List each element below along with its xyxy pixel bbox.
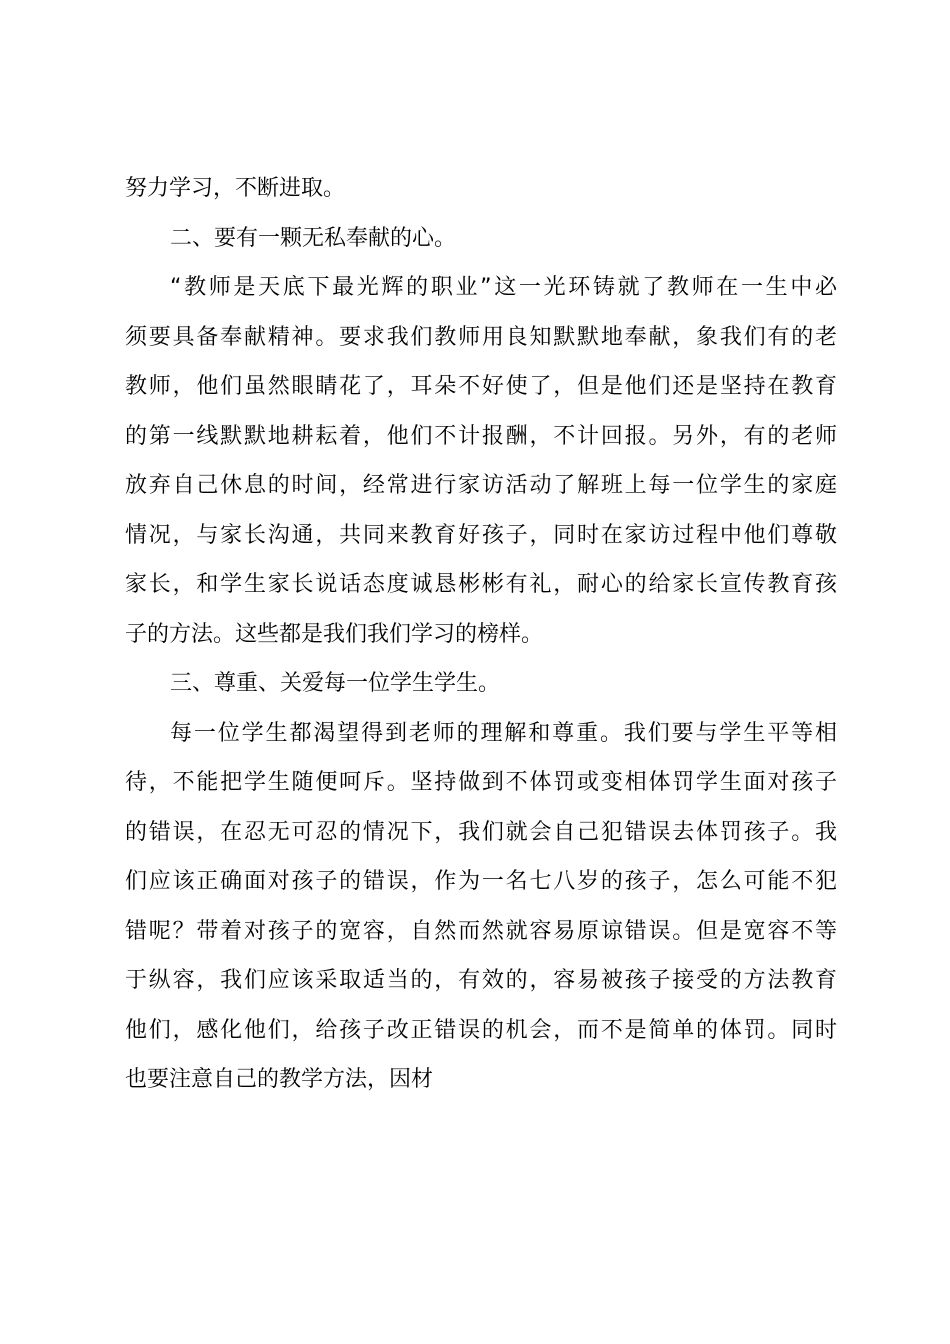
paragraph-line: 的第一线默默地耕耘着，他们不计报酬，不计回报。另外，有的老师 — [125, 423, 837, 449]
paragraph-line: 也要注意自己的教学方法，因材 — [125, 1067, 434, 1092]
paragraph-line: 待，不能把学生随便呵斥。坚持做到不体罚或变相体罚学生面对孩子 — [125, 770, 837, 795]
paragraph-line: 子的方法。这些都是我们我们学习的榜样。 — [125, 621, 544, 647]
paragraph-line: 放弃自己休息的时间，经常进行家访活动了解班上每一位学生的家庭 — [125, 473, 837, 498]
section-heading: 二、要有一颗无私奉献的心。 — [170, 225, 457, 251]
paragraph-line: 的错误，在忍无可忍的情况下，我们就会自己犯错误去体罚孩子。我 — [125, 819, 837, 845]
paragraph-line: 他们，感化他们，给孩子改正错误的机会，而不是简单的体罚。同时 — [125, 1017, 837, 1043]
paragraph-line: 错呢？带着对孩子的宽容，自然而然就容易原谅错误。但是宽容不等 — [125, 918, 837, 944]
paragraph-line: 每一位学生都渴望得到老师的理解和尊重。我们要与学生平等相 — [170, 720, 837, 746]
paragraph-line: 家长，和学生家长说话态度诚恳彬彬有礼，耐心的给家长宣传教育孩 — [125, 572, 837, 597]
paragraph-line: 情况，与家长沟通，共同来教育好孩子，同时在家访过程中他们尊敬 — [125, 522, 837, 548]
paragraph-line: 须要具备奉献精神。要求我们教师用良知默默地奉献，象我们有的老 — [125, 324, 837, 350]
paragraph-line: 教师，他们虽然眼睛花了，耳朵不好使了，但是他们还是坚持在教育 — [125, 374, 837, 399]
paragraph-line: 于纵容，我们应该采取适当的，有效的，容易被孩子接受的方法教育 — [125, 968, 837, 993]
paragraph-line: 们应该正确面对孩子的错误，作为一名七八岁的孩子，怎么可能不犯 — [125, 869, 837, 894]
section-heading: 三、尊重、关爱每一位学生学生。 — [170, 671, 501, 696]
body-text — [125, 164, 837, 1105]
text-line: 努力学习，不断进取。 — [125, 176, 346, 201]
paragraph-line: “教师是天底下最光辉的职业”这一光环铸就了教师在一生中必 — [170, 275, 837, 300]
